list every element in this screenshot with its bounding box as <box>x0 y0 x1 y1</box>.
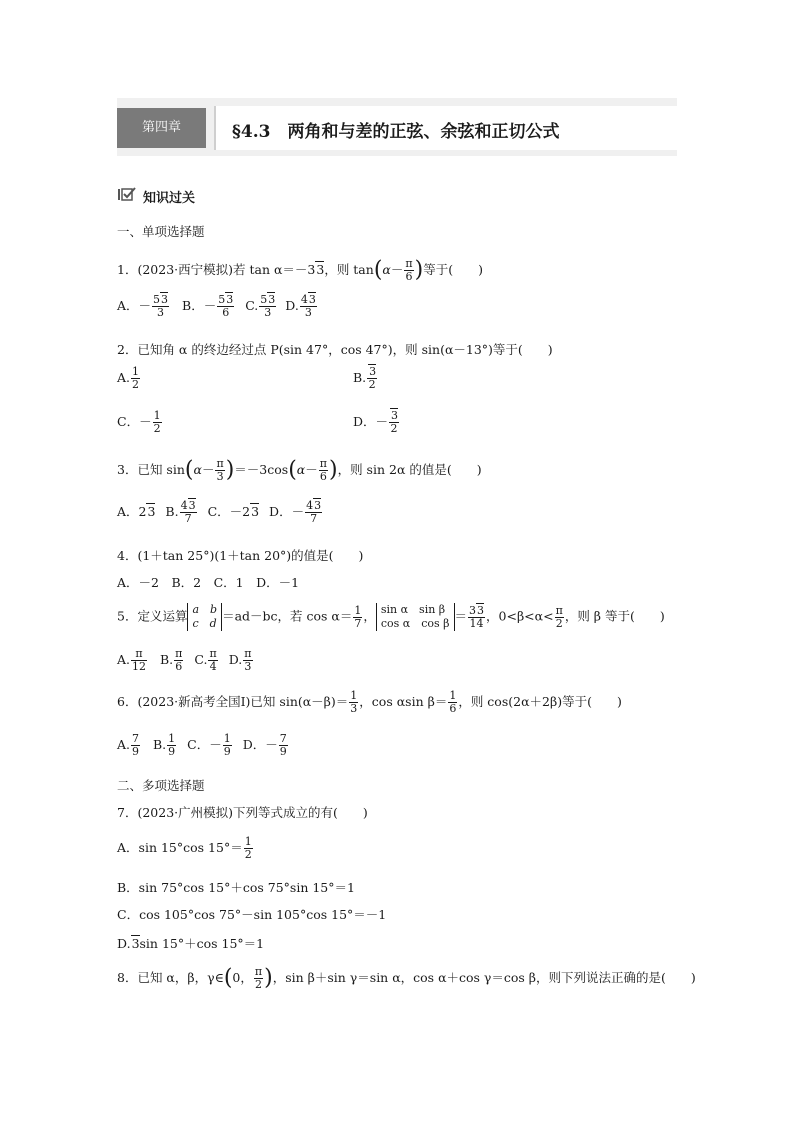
q7-option-c: C．cos 105°cos 75°－sin 105°cos 15°＝－1 <box>117 907 387 922</box>
question-5: 5．定义运算 a b c d ＝ad－bc，若 cos α＝ $\frac{1}{7}$ ， sin α sin β cos α cos β ＝ $\frac{33}{14}$ ，0<β<α< $\frac{\pi}{2}$ ，则 β 等于( ) <box>117 603 665 630</box>
page-title: §4.3 两角和与差的正弦、余弦和正切公式 <box>232 122 560 142</box>
q2-option-c: C．－ $\frac{1}{2}$ <box>117 409 161 435</box>
question-7: 7．(2023·广州模拟)下列等式成立的有( ) <box>117 805 368 820</box>
chapter-tab: 第四章 <box>117 108 206 148</box>
q2-option-b: B. $\frac{3}{2}$ <box>353 365 377 391</box>
question-6: 6．(2023·新高考全国Ⅰ)已知 sin(α－β)＝ $\frac{1}{3}$ ，cos αsin β＝ $\frac{1}{6}$ ，则 cos(2α＋2β)等于( ) <box>117 689 622 715</box>
q1-stem: 1．(2023·西宁模拟)若 tan α＝－3 <box>117 262 316 277</box>
q3-options: A．23 B. $\frac{43}{7}$ C．－23 D．－ $\frac{43}{7}$ <box>117 499 322 525</box>
q1-options: A．－ $\frac{53}{3}$ B．－ $\frac{53}{6}$ C. $\frac{53}{3}$ D. $\frac{43}{3}$ <box>117 293 316 319</box>
q2-option-a: A. $\frac{1}{2}$ <box>117 365 140 391</box>
section-title: 知识过关 <box>143 191 196 206</box>
question-4: 4．(1＋tan 25°)(1＋tan 20°)的值是( ) <box>117 548 364 563</box>
question-2: 2．已知角 α 的终边经过点 P(sin 47°，cos 47°)，则 sin(α－13°)等于( ) <box>117 342 553 357</box>
q7-option-a: A．sin 15°cos 15°＝ $\frac{1}{2}$ <box>117 835 252 861</box>
q6-options: A. $\frac{7}{9}$ B. $\frac{1}{9}$ C．－ $\frac{1}{9}$ D．－ $\frac{7}{9}$ <box>117 732 287 758</box>
q4-options: A．－2 B．2 C．1 D．－1 <box>117 575 300 590</box>
question-8: 8．已知 α，β，γ∈(0， $\frac{\pi}{2}$ )，sin β＋sin γ＝sin α，cos α＋cos γ＝cos β，则下列说法正确的是( ) <box>117 965 696 991</box>
q2-option-d: D．－ $\frac{3}{2}$ <box>353 409 399 435</box>
q7-option-d: D.3sin 15°＋cos 15°＝1 <box>117 936 265 951</box>
part-multi-choice: 二、多项选择题 <box>117 778 205 793</box>
q7-option-b: B．sin 75°cos 15°＋cos 75°sin 15°＝1 <box>117 880 355 895</box>
q5-options: A. $\frac{\pi}{12}$ B. $\frac{\pi}{6}$ C. $\frac{\pi}{4}$ D. $\frac{\pi}{3}$ <box>117 647 252 673</box>
part-single-choice: 一、单项选择题 <box>117 224 205 239</box>
question-1: 1．(2023·西宁模拟)若 tan α＝－33，则 tan(α－ $\frac{\pi}{6}$ )等于( ) <box>117 257 483 283</box>
checklist-icon <box>117 186 137 202</box>
question-3: 3．已知 sin(α－ $\frac{\pi}{3}$ )＝－3cos(α－ $\frac{\pi}{6}$ )，则 sin 2α 的值是( ) <box>117 457 482 483</box>
